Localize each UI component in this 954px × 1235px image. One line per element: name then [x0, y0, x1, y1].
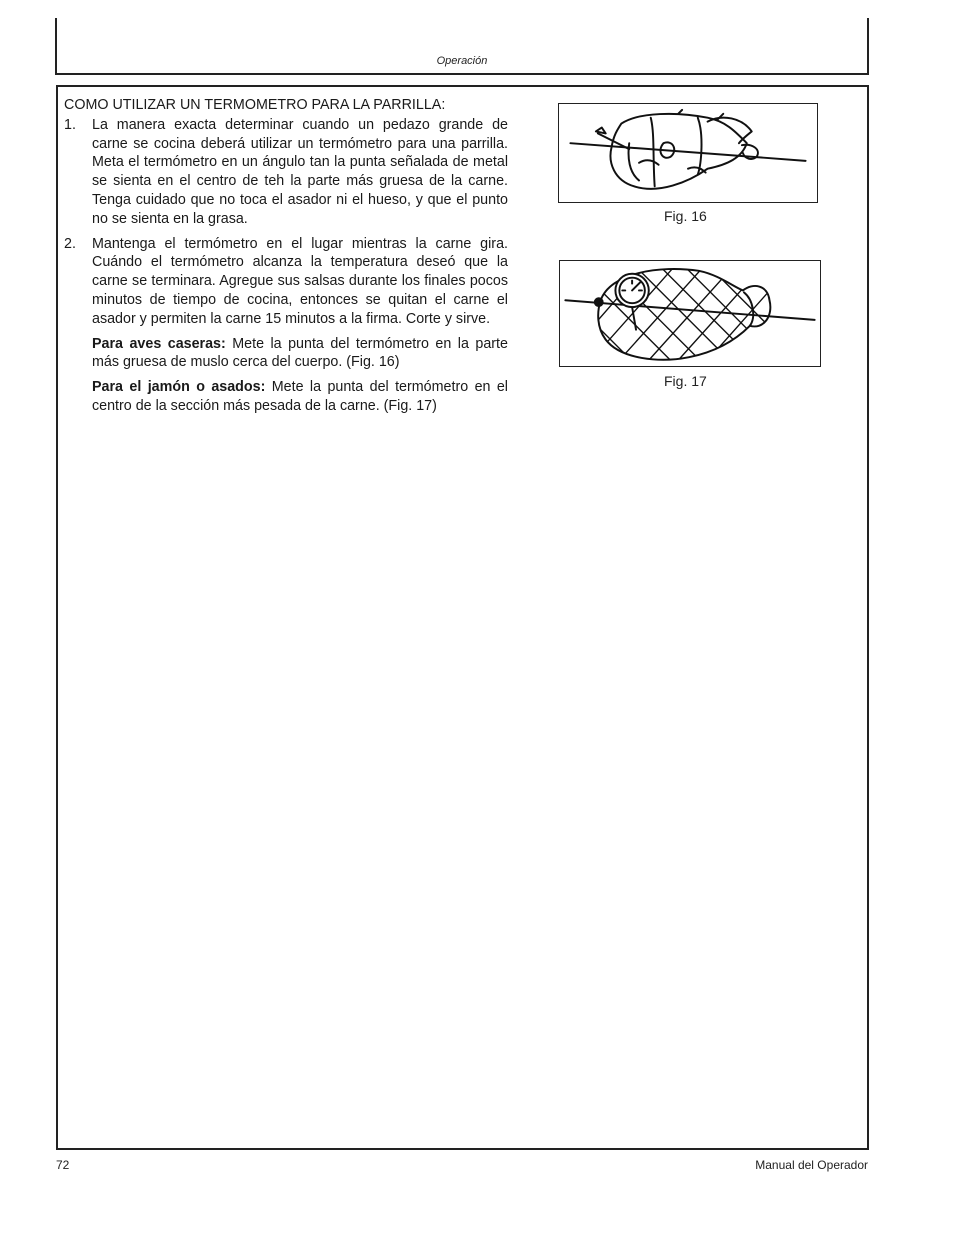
figure-16-caption: Fig. 16 [664, 208, 707, 224]
list-item-text: Mantenga el termómetro en el lugar mientras la carne gira. Cuándo el termómetro alcanza la temperatura deseó que la carne se terminara. Agregue sus salsas durante los finales pocos minutos de tiempo de cocina, entonces se quitan el carne el asador y permiten la carne 15 minutos a la firma. Corte y sirve. [92, 235, 508, 327]
figure-17-caption: Fig. 17 [664, 373, 707, 389]
manual-title: Manual del Operador [755, 1158, 868, 1172]
section-title: Operación [436, 55, 488, 67]
page-header [55, 18, 869, 75]
instructions-column [64, 96, 508, 422]
poultry-text: Mete la punta del termómetro en la parte más gruesa de muslo cerca del cuerpo. (Fig. 16) [92, 335, 508, 371]
figure-16 [558, 103, 818, 203]
list-item [64, 116, 508, 229]
roast-with-thermometer-icon [560, 261, 820, 366]
section-heading: COMO UTILIZAR UN TERMOMETRO PARA LA PARRILLA: [64, 97, 446, 113]
poultry-paragraph [64, 335, 508, 373]
ham-label: Para el jamón o asados: [92, 379, 266, 396]
ham-paragraph [64, 378, 508, 416]
page-number: 72 [56, 1158, 70, 1172]
list-item-number: 1. [64, 116, 76, 133]
ham-text: Mete la punta del termómetro en el centro de la sección más pesada de la carne. (Fig. 17) [92, 379, 508, 414]
poultry-on-spit-icon [559, 104, 817, 202]
list-item-number: 2. [64, 235, 76, 252]
list-item-text: La manera exacta determinar cuando un pedazo grande de carne se cocina deberá utilizar un termómetro para una parrilla. Meta el termómetro en un ángulo tan la punta señalada de metal se sienta en el centro de teh la parte más gruesa de la carne. Tenga cuidado que no toca el asador ni el hueso, y que el punto no se sienta en la grasa. [92, 116, 508, 227]
poultry-label: Para aves caseras: [92, 335, 226, 352]
figure-17 [559, 260, 821, 367]
list-item [64, 235, 508, 329]
